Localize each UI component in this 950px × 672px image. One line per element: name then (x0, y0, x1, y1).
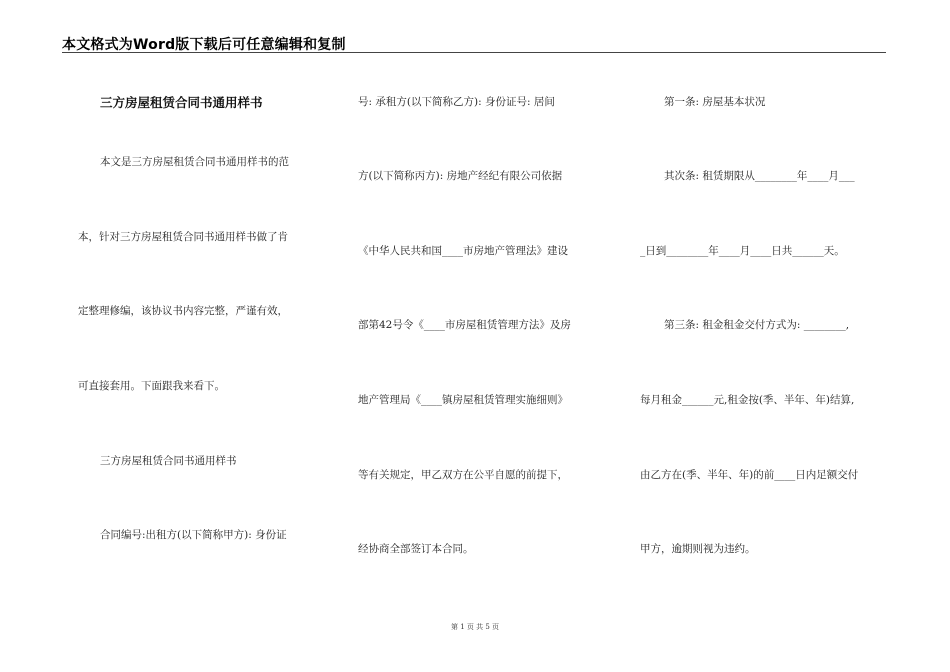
text-line: 合同编号:出租方(以下简称甲方): 身份证 (100, 529, 287, 541)
text-line: 甲方，逾期则视为违约。 (640, 543, 756, 555)
text-line: 第三条: 租金租金交付方式为: ________, (664, 319, 850, 331)
page-number: 第 1 页 共 5 页 (450, 623, 500, 631)
text-line: 定整理修编，该协议书内容完整，严谨有效， (78, 305, 288, 317)
text-line: 地产管理局《____镇房屋租赁管理实施细则》 (358, 394, 568, 406)
header-banner: 本文格式为Word版下载后可任意编辑和复制 (62, 37, 346, 53)
text-line: 方(以下简称丙方): 房地产经纪有限公司依据 (358, 170, 563, 182)
text-line: 部第42号令《____市房屋租赁管理方法》及房 (358, 319, 571, 331)
text-line: 三方房屋租赁合同书通用样书 (100, 455, 237, 467)
text-line: 经协商全部签订本合同。 (358, 543, 474, 555)
text-line: 等有关规定，甲乙双方在公平自愿的前提下， (358, 469, 568, 481)
text-line: 本，针对三方房屋租赁合同书通用样书做了肯 (78, 231, 288, 243)
text-line: 由乙方在(季、半年、年)的前____日内足额交付 (640, 469, 859, 481)
text-line: 第一条: 房屋基本状况 (664, 96, 766, 108)
document-title: 三方房屋租赁合同书通用样书 (100, 95, 263, 110)
text-line: 《中华人民共和国____市房地产管理法》建设 (358, 245, 568, 257)
header-divider (62, 52, 886, 53)
text-line: 其次条: 租赁期限从________年____月___ (664, 170, 855, 182)
text-line: 可直接套用。下面跟我来看下。 (78, 380, 225, 392)
text-line: _日到________年____月____日共______天。 (640, 245, 845, 257)
text-line: 每月租金______元,租金按(季、半年、年)结算, (640, 394, 855, 406)
text-line: 本文是三方房屋租赁合同书通用样书的范 (100, 156, 289, 168)
text-line: 号: 承租方(以下简称乙方): 身份证号: 居间 (358, 96, 555, 108)
